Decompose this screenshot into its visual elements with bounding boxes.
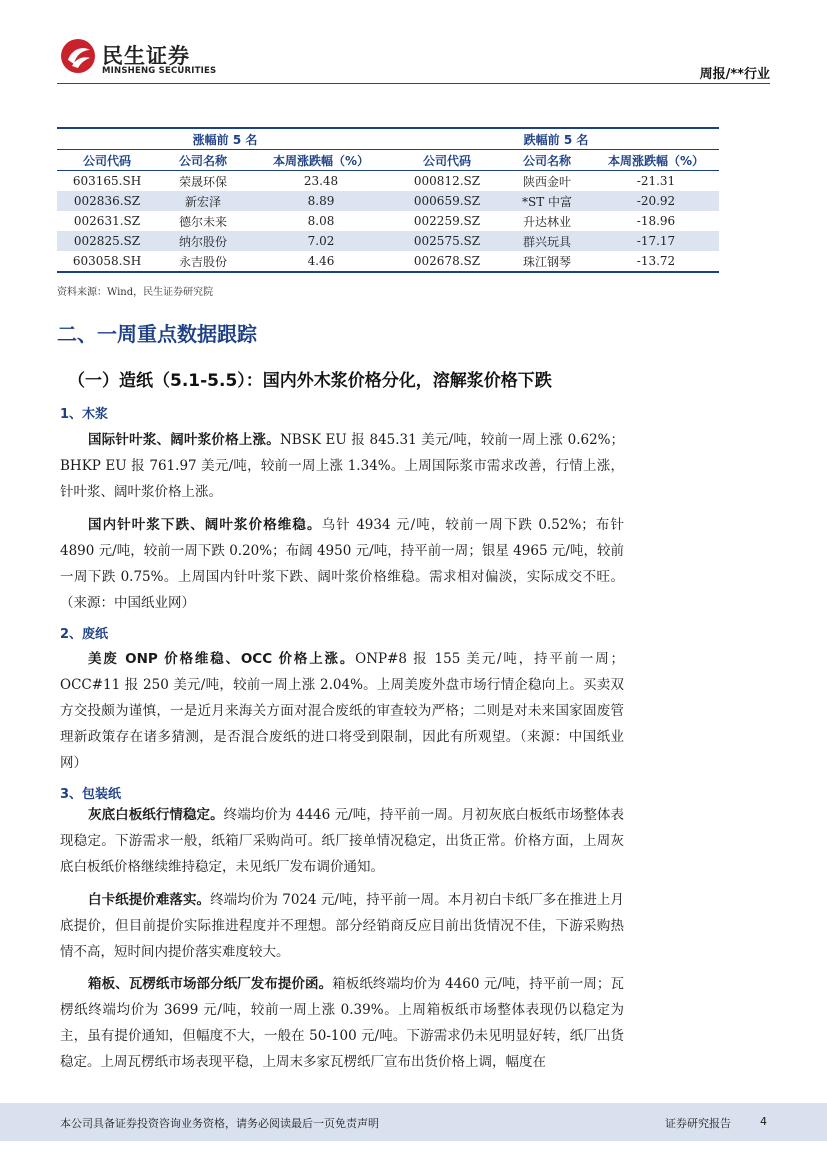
- packaging-heading: 3、包装纸: [60, 787, 122, 802]
- table-cell: 陕西金叶: [522, 174, 571, 189]
- column-header: 本周涨跌幅（%）: [593, 150, 719, 171]
- paragraph-lead: 美废 ONP 价格维稳、OCC 价格上涨。: [88, 651, 356, 667]
- paragraph-body: 乌针 4934 元/吨，较前一周下跌 0.52%；布针 4890 元/吨，较前一周下跌 0.20%；布阔 4950 元/吨，持平前一周；银星 4965 元/吨，较前一周下跌 0.75%。上周国内针叶浆下跌、阔叶浆价格维稳。需求相对偏淡，实际成交不旺。（来源：中国纸业网）: [60, 517, 625, 611]
- pulp-heading: 1、木浆: [60, 407, 109, 422]
- paragraph-body: 终端均价为 7024 元/吨，持平前一周。本月初白卡纸厂多在推进上月底提价，但目前提价实际推进程度并不理想。部分经销商反应目前出货情况不佳，下游采购热情不高，短时间内提价落实难度较大。: [60, 892, 624, 960]
- logo-icon: [60, 38, 96, 74]
- table-cell: 23.48: [303, 174, 339, 188]
- table-cell: 群兴玩具: [501, 231, 593, 251]
- paragraph-body: 箱板纸终端均价为 4460 元/吨，持平前一周；瓦楞纸终端均价为 3699 元/吨，较前一周上涨 0.39%。上周箱板纸市场整体表现仍以稳定为主，虽有提价通知，但幅度不大，一般在 50-100 元/吨。下游需求仍未见明显好转，纸厂出货稳定。上周瓦楞纸市场表现平稳，上周末多家瓦楞纸厂宣布出货价格上调，幅度在: [60, 976, 624, 1070]
- table-cell: 4.46: [249, 251, 393, 272]
- table-cell: 002631.SZ: [73, 214, 141, 228]
- losers-title: 跌幅前 5 名: [393, 128, 719, 150]
- table-cell: 珠江钢琴: [501, 251, 593, 272]
- paragraph-body: ONP#8 报 155 美元/吨，持平前一周；OCC#11 报 250 美元/吨，较前一周上涨 2.04%。上周美废外盘市场行情企稳向上。买卖双方交投颇为谨慎，一是近月来海关方面对混合废纸的审查较为严格；二则是对未来国家固废管理新政策存在诸多猜测，是否混合废纸的进口将受到限制，因此有所观望。（来源：中国纸业网）: [60, 651, 624, 771]
- paragraph-lead: 国际针叶浆、阔叶浆价格上涨。: [88, 432, 280, 448]
- table-cell: 002259.SZ: [413, 214, 481, 228]
- table-group-header: [57, 128, 719, 150]
- table-row: [57, 191, 719, 211]
- packaging-paragraph-containerboard: [60, 971, 624, 1075]
- table-cell: 德尔未来: [178, 214, 227, 229]
- table-cell: 永吉股份: [157, 251, 249, 272]
- table-row: [57, 171, 719, 192]
- table-cell: -17.17: [593, 231, 719, 251]
- table-cell: *ST 中富: [501, 191, 593, 211]
- paragraph-lead: 箱板、瓦楞纸市场部分纸厂发布提价函。: [88, 976, 333, 992]
- subsection-title: （一）造纸（5.1-5.5）：国内外木浆价格分化，溶解浆价格下跌: [68, 371, 552, 391]
- table-cell: 002836.SZ: [57, 191, 157, 211]
- gainers-title: 涨幅前 5 名: [57, 128, 393, 150]
- table-cell: 8.08: [307, 214, 335, 228]
- page-footer: [0, 1103, 827, 1141]
- table-cell: 000659.SZ: [393, 191, 501, 211]
- paragraph-lead: 灰底白板纸行情稳定。: [88, 807, 224, 823]
- column-header: 公司代码: [393, 150, 501, 171]
- table-cell: 002575.SZ: [393, 231, 501, 251]
- table-cell: 002825.SZ: [57, 231, 157, 251]
- pulp-paragraph-intl: [60, 427, 624, 505]
- section-title: 二、一周重点数据跟踪: [57, 322, 257, 346]
- packaging-paragraph-whitecard: [60, 887, 624, 965]
- table-column-header: [57, 150, 719, 171]
- paragraph-body: NBSK EU 报 845.31 美元/吨，较前一周上涨 0.62%；BHKP EU 报 761.97 美元/吨，较前一周上涨 1.34%。上周国际浆市需求改善，行情上涨，针叶浆、阔叶浆价格上涨。: [60, 432, 624, 500]
- table-cell: -21.31: [636, 174, 676, 188]
- table-cell: -20.92: [593, 191, 719, 211]
- page-number: 4: [760, 1115, 767, 1128]
- report-type: 周报/**行业: [699, 67, 770, 82]
- table-cell: 603058.SH: [57, 251, 157, 272]
- page-header: [0, 0, 827, 88]
- paragraph-body: 终端均价为 4446 元/吨，持平前一周。月初灰底白板纸市场整体表现稳定。下游需求一般，纸箱厂采购尚可。纸厂接单情况稳定，出货正常。价格方面，上周灰底白板纸价格继续维持稳定，未见纸厂发布调价通知。: [60, 807, 625, 875]
- footer-disclaimer: 本公司具备证券投资咨询业务资格，请务必阅读最后一页免责声明: [60, 1117, 379, 1130]
- minsheng-logo: [60, 38, 240, 78]
- table-cell: 荣晟环保: [178, 174, 227, 189]
- table-cell: -13.72: [593, 251, 719, 272]
- table-row: [57, 231, 719, 251]
- table-cell: 升达林业: [522, 214, 571, 229]
- top-movers-table: [57, 127, 719, 273]
- column-header: 公司代码: [57, 150, 157, 171]
- column-header: 公司名称: [157, 150, 249, 171]
- table-cell: 8.89: [249, 191, 393, 211]
- header-divider: [57, 83, 770, 84]
- table-cell: 7.02: [249, 231, 393, 251]
- table-cell: 603165.SH: [72, 174, 142, 188]
- pulp-paragraph-domestic: [60, 512, 624, 616]
- packaging-paragraph-whiteboard: [60, 802, 624, 880]
- waste-paper-heading: 2、废纸: [60, 627, 109, 642]
- table-source: 资料来源：Wind，民生证券研究院: [57, 287, 214, 298]
- paragraph-lead: 国内针叶浆下跌、阔叶浆价格维稳。: [88, 517, 322, 533]
- paragraph-lead: 白卡纸提价难落实。: [88, 892, 211, 908]
- waste-paper-paragraph: [60, 646, 624, 776]
- table-cell: 纳尔股份: [157, 231, 249, 251]
- table-cell: 新宏泽: [157, 191, 249, 211]
- column-header: 本周涨跌幅（%）: [249, 150, 393, 171]
- brand-name-en: MINSHENG SECURITIES: [102, 66, 217, 76]
- table-cell: 002678.SZ: [393, 251, 501, 272]
- column-header: 公司名称: [501, 150, 593, 171]
- brand-name-cn: 民生证券: [102, 44, 190, 68]
- table-row: [57, 211, 719, 231]
- table-cell: 000812.SZ: [413, 174, 481, 188]
- footer-label: 证券研究报告: [665, 1117, 731, 1130]
- table-row: [57, 251, 719, 272]
- table-cell: -18.96: [636, 214, 676, 228]
